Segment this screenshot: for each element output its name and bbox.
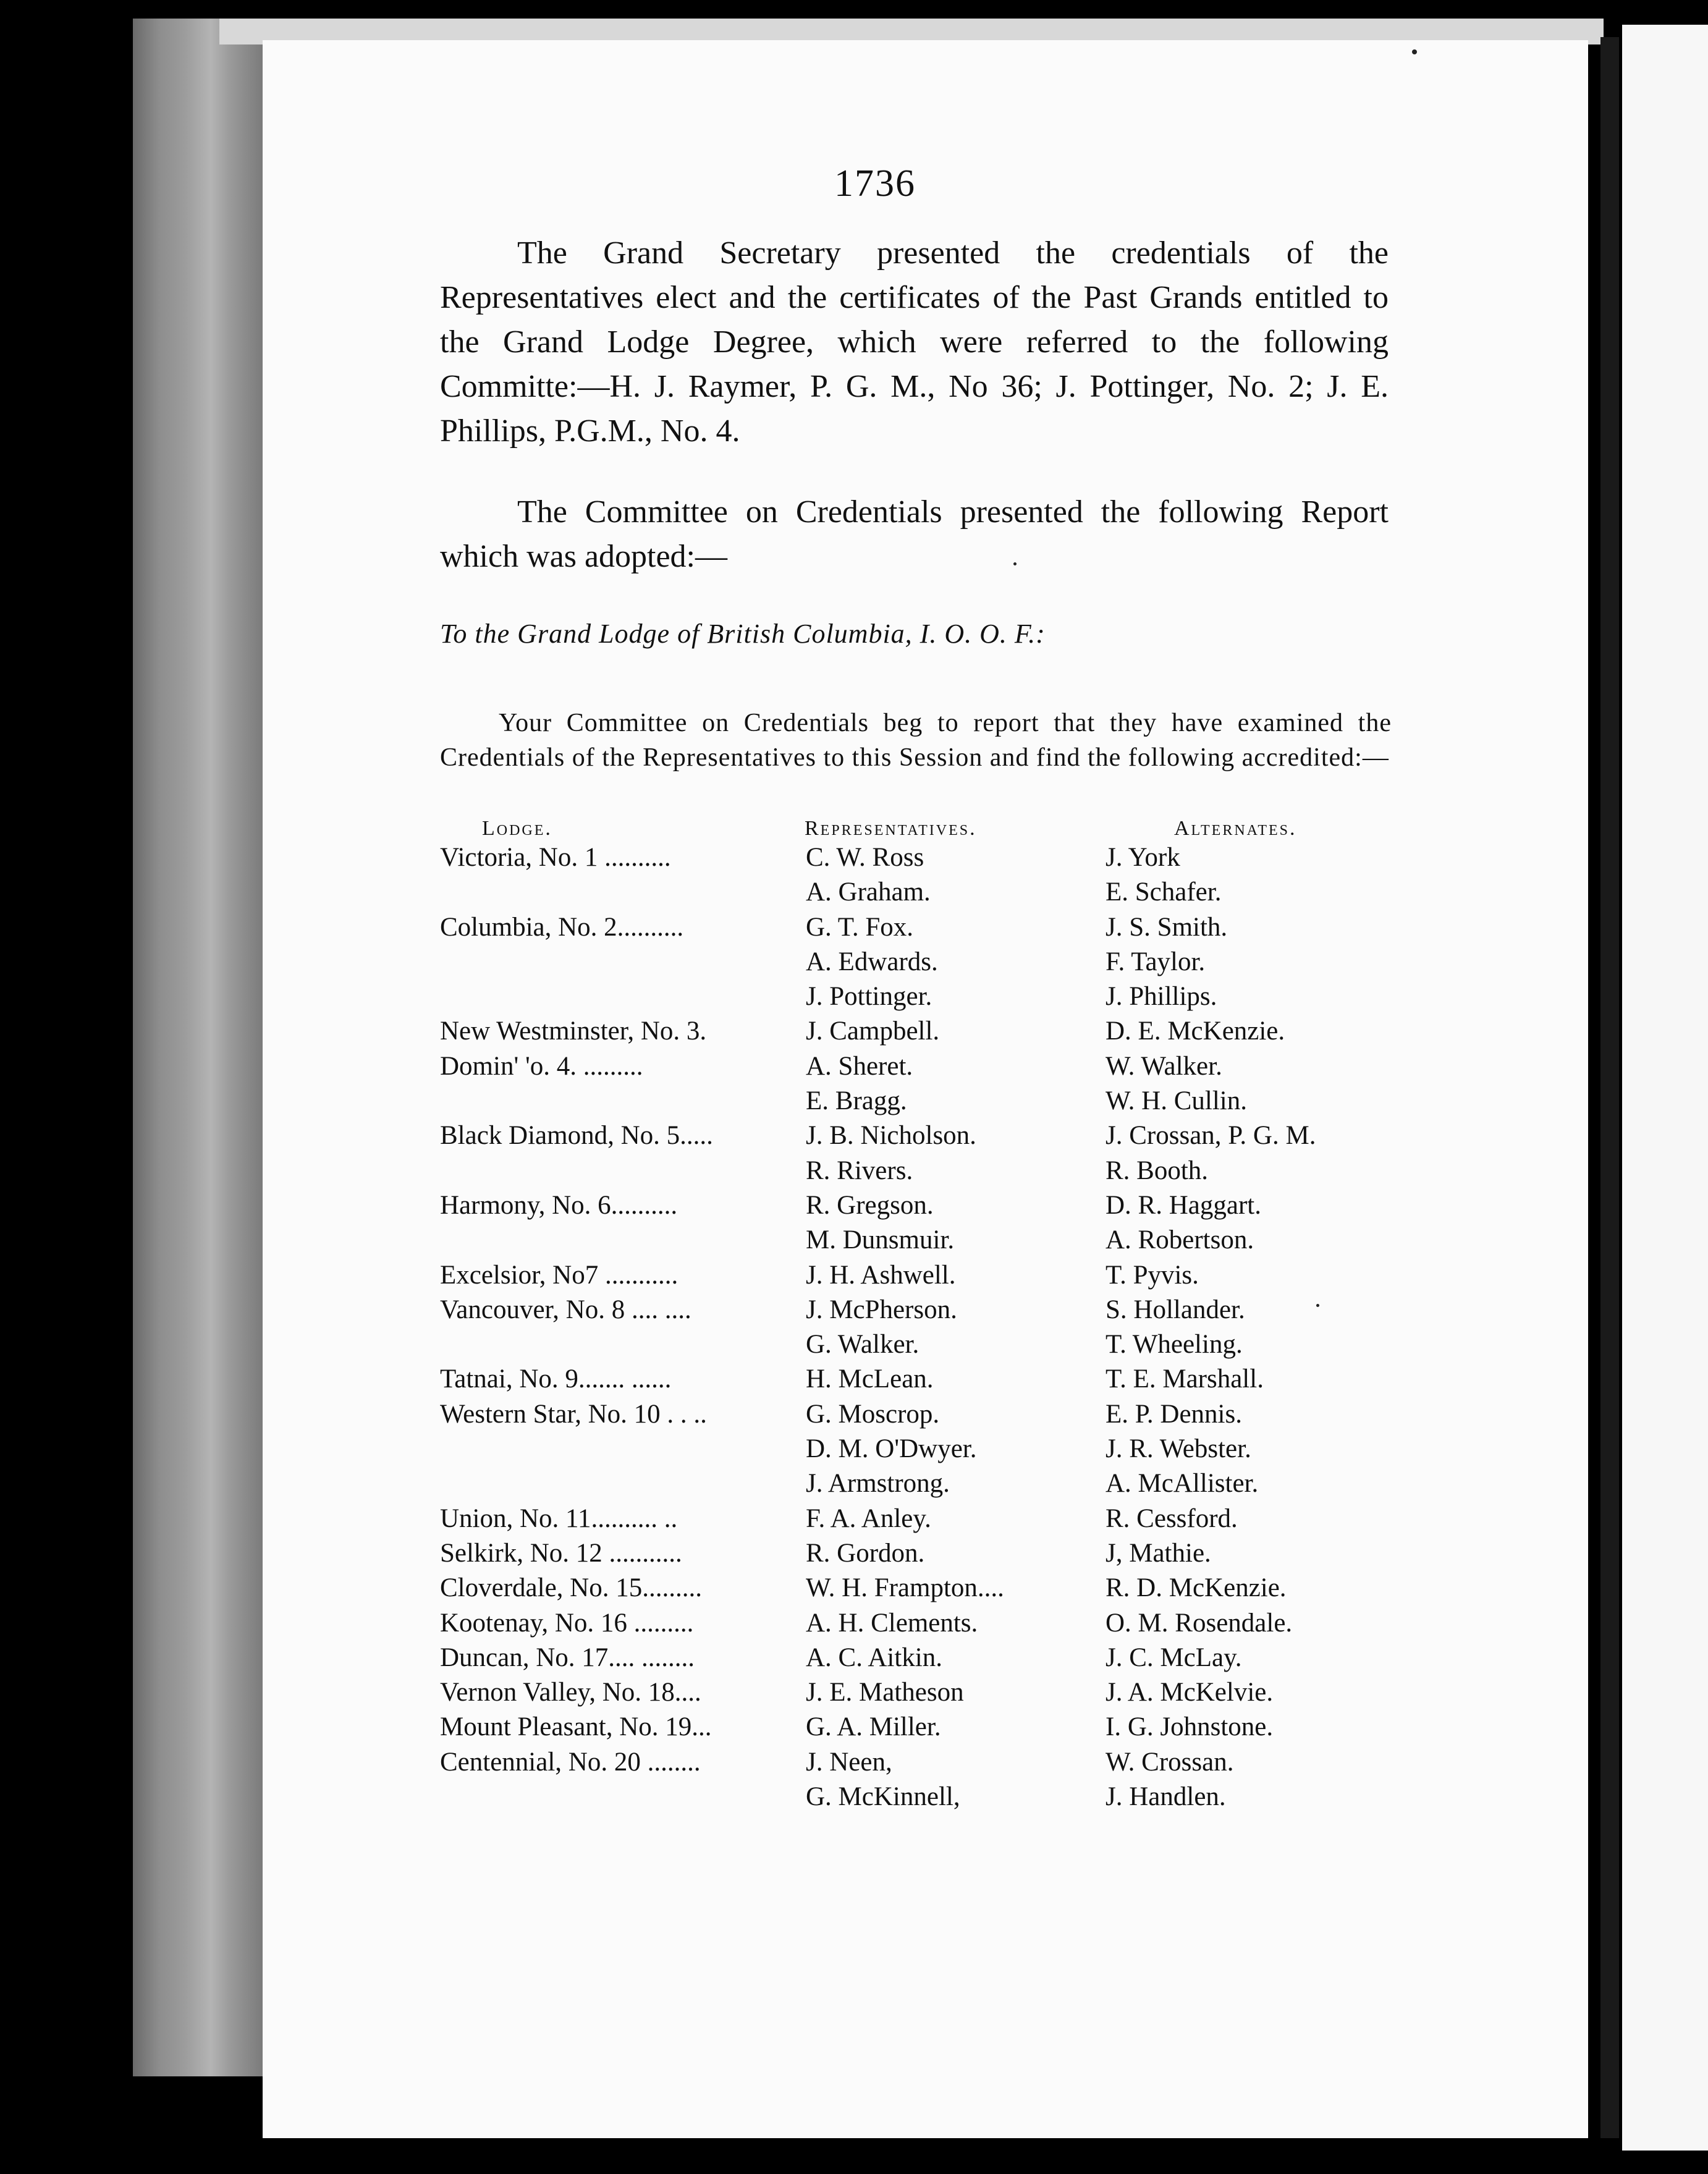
lodge-cell: Vernon Valley, No. 18.... xyxy=(440,1678,701,1707)
representative-cell: D. M. O'Dwyer. xyxy=(806,1434,977,1464)
alternate-cell: J, Mathie. xyxy=(1106,1538,1211,1568)
lodge-cell: Excelsior, No7 ........... xyxy=(440,1260,679,1290)
table-row xyxy=(440,1084,1404,1119)
alternate-cell: J. York xyxy=(1106,843,1180,872)
representative-cell: F. A. Anley. xyxy=(806,1504,931,1533)
alternate-cell: J. A. McKelvie. xyxy=(1106,1678,1274,1707)
lodge-cell: Kootenay, No. 16 ......... xyxy=(440,1608,694,1638)
book-gutter xyxy=(1600,37,1619,2138)
lodge-cell: Victoria, No. 1 .......... xyxy=(440,843,671,872)
alternate-cell: T. Pyvis. xyxy=(1106,1260,1199,1290)
representative-cell: J. Armstrong. xyxy=(806,1469,950,1499)
lodge-cell: Duncan, No. 17.... ........ xyxy=(440,1643,695,1672)
representative-cell: G. Moscrop. xyxy=(806,1399,940,1429)
table-row xyxy=(440,1397,1404,1432)
lodge-cell: Domin' 'o. 4. ......... xyxy=(440,1051,643,1081)
representative-cell: J. Neen, xyxy=(806,1747,892,1777)
alternate-cell: A. Robertson. xyxy=(1106,1225,1254,1255)
page-number: 1736 xyxy=(834,163,916,205)
table-row xyxy=(440,1641,1404,1675)
alternate-cell: E. P. Dennis. xyxy=(1106,1399,1242,1429)
alternate-cell: J. S. Smith. xyxy=(1106,912,1228,942)
alternate-cell: W. Crossan. xyxy=(1106,1747,1234,1777)
representative-cell: J. H. Ashwell. xyxy=(806,1260,956,1290)
alternate-cell: D. R. Haggart. xyxy=(1106,1190,1261,1220)
scan-speck xyxy=(1412,49,1417,54)
representative-cell: G. A. Miller. xyxy=(806,1712,941,1742)
lodge-cell: Western Star, No. 10 . . .. xyxy=(440,1399,707,1429)
credentials-table xyxy=(440,840,1404,1814)
representative-cell: J. B. Nicholson. xyxy=(806,1121,976,1151)
table-row xyxy=(440,945,1404,979)
representative-cell: J. Pottinger. xyxy=(806,982,932,1012)
alternate-cell: J. R. Webster. xyxy=(1106,1434,1251,1464)
table-row xyxy=(440,1745,1404,1780)
alternate-cell: J. Handlen. xyxy=(1106,1782,1226,1812)
representative-cell: J. McPherson. xyxy=(806,1295,957,1324)
representative-cell: R. Rivers. xyxy=(806,1156,913,1185)
lodge-cell: Tatnai, No. 9....... ...... xyxy=(440,1364,672,1394)
alternate-cell: W. H. Cullin. xyxy=(1106,1086,1247,1116)
representative-cell: M. Dunsmuir. xyxy=(806,1225,955,1255)
table-row xyxy=(440,1502,1404,1536)
lodge-cell: Harmony, No. 6.......... xyxy=(440,1190,678,1220)
lodge-cell: Black Diamond, No. 5..... xyxy=(440,1121,713,1151)
table-row xyxy=(440,1675,1404,1710)
representative-cell: G. McKinnell, xyxy=(806,1782,960,1812)
representative-cell: R. Gregson. xyxy=(806,1190,934,1220)
representative-cell: W. H. Frampton.... xyxy=(806,1573,1004,1603)
table-row xyxy=(440,840,1404,875)
alternate-cell: D. E. McKenzie. xyxy=(1106,1017,1285,1046)
representative-cell: C. W. Ross xyxy=(806,843,924,872)
representative-cell: H. McLean. xyxy=(806,1364,934,1394)
alternate-cell: F. Taylor. xyxy=(1106,947,1206,976)
table-row xyxy=(440,1223,1404,1258)
alternate-cell: R. Cessford. xyxy=(1106,1504,1238,1533)
lodge-cell: Columbia, No. 2.......... xyxy=(440,912,684,942)
representative-cell: G. T. Fox. xyxy=(806,912,914,942)
alternate-cell: S. Hollander. xyxy=(1106,1295,1245,1324)
header-representatives: Representatives. xyxy=(805,817,977,840)
table-row xyxy=(440,1362,1404,1397)
table-row xyxy=(440,1327,1404,1362)
table-row xyxy=(440,910,1404,945)
alternate-cell: J. Phillips. xyxy=(1106,982,1217,1012)
alternate-cell: J. Crossan, P. G. M. xyxy=(1106,1121,1316,1151)
alternate-cell: T. Wheeling. xyxy=(1106,1330,1243,1360)
lodge-cell: Centennial, No. 20 ........ xyxy=(440,1747,701,1777)
alternate-cell: O. M. Rosendale. xyxy=(1106,1608,1293,1638)
paragraph-credentials-referral: The Grand Secretary presented the credentials of the Representatives elect and the certificates of the Past Grands entitled to the Grand Lodge Degree, which were referred to the following Committe:—H. J. Raymer, P. G. M., No 36; J. Pottinger, No. 2; J. E. Phillips, P.G.M., No. 4. xyxy=(440,235,1389,449)
alternate-cell: A. McAllister. xyxy=(1106,1469,1259,1499)
representative-cell: G. Walker. xyxy=(806,1330,920,1360)
table-row xyxy=(440,1466,1404,1501)
representative-cell: E. Bragg. xyxy=(806,1086,907,1116)
report-body: Your Committee on Credentials beg to report that they have examined the Credentials of the Representatives to this Session and find the following accredited:— xyxy=(440,709,1392,772)
book-page-edges xyxy=(133,19,263,2076)
lodge-cell: Vancouver, No. 8 .... .... xyxy=(440,1295,691,1324)
table-row xyxy=(440,1432,1404,1466)
table-row xyxy=(440,1119,1404,1153)
table-row xyxy=(440,1606,1404,1641)
alternate-cell: R. D. McKenzie. xyxy=(1106,1573,1287,1603)
table-row xyxy=(440,875,1404,910)
lodge-cell: Mount Pleasant, No. 19... xyxy=(440,1712,712,1742)
representative-cell: A. Sheret. xyxy=(806,1051,913,1081)
header-lodge: Lodge. xyxy=(482,817,552,840)
lodge-cell: Selkirk, No. 12 ........... xyxy=(440,1538,682,1568)
representative-cell: J. Campbell. xyxy=(806,1017,940,1046)
alternate-cell: R. Booth. xyxy=(1106,1156,1209,1185)
table-row xyxy=(440,1188,1404,1223)
alternate-cell: W. Walker. xyxy=(1106,1051,1222,1081)
lodge-cell: New Westminster, No. 3. xyxy=(440,1017,707,1046)
table-row xyxy=(440,1571,1404,1605)
paragraph-report-adopted: The Committee on Credentials presented the following Report which was adopted:— xyxy=(440,494,1389,574)
lodge-cell: Cloverdale, No. 15......... xyxy=(440,1573,702,1603)
table-row xyxy=(440,979,1404,1014)
table-row xyxy=(440,1536,1404,1571)
table-row xyxy=(440,1293,1404,1327)
table-row xyxy=(440,1014,1404,1049)
table-row xyxy=(440,1780,1404,1814)
table-row xyxy=(440,1049,1404,1084)
facing-page-edge xyxy=(1622,25,1708,2151)
alternate-cell: E. Schafer. xyxy=(1106,878,1222,907)
representative-cell: A. Edwards. xyxy=(806,947,938,976)
alternate-cell: J. C. McLay. xyxy=(1106,1643,1242,1672)
report-address: To the Grand Lodge of British Columbia, I. O. O. F.: xyxy=(440,619,1046,649)
representative-cell: A. Graham. xyxy=(806,878,931,907)
header-alternates: Alternates. xyxy=(1174,817,1297,840)
representative-cell: R. Gordon. xyxy=(806,1538,925,1568)
alternate-cell: T. E. Marshall. xyxy=(1106,1364,1264,1394)
representative-cell: A. H. Clements. xyxy=(806,1608,978,1638)
alternate-cell: I. G. Johnstone. xyxy=(1106,1712,1274,1742)
lodge-cell: Union, No. 11.......... .. xyxy=(440,1504,678,1533)
representative-cell: J. E. Matheson xyxy=(806,1678,964,1707)
table-row xyxy=(440,1710,1404,1745)
representative-cell: A. C. Aitkin. xyxy=(806,1643,943,1672)
table-row xyxy=(440,1258,1404,1293)
table-row xyxy=(440,1154,1404,1188)
